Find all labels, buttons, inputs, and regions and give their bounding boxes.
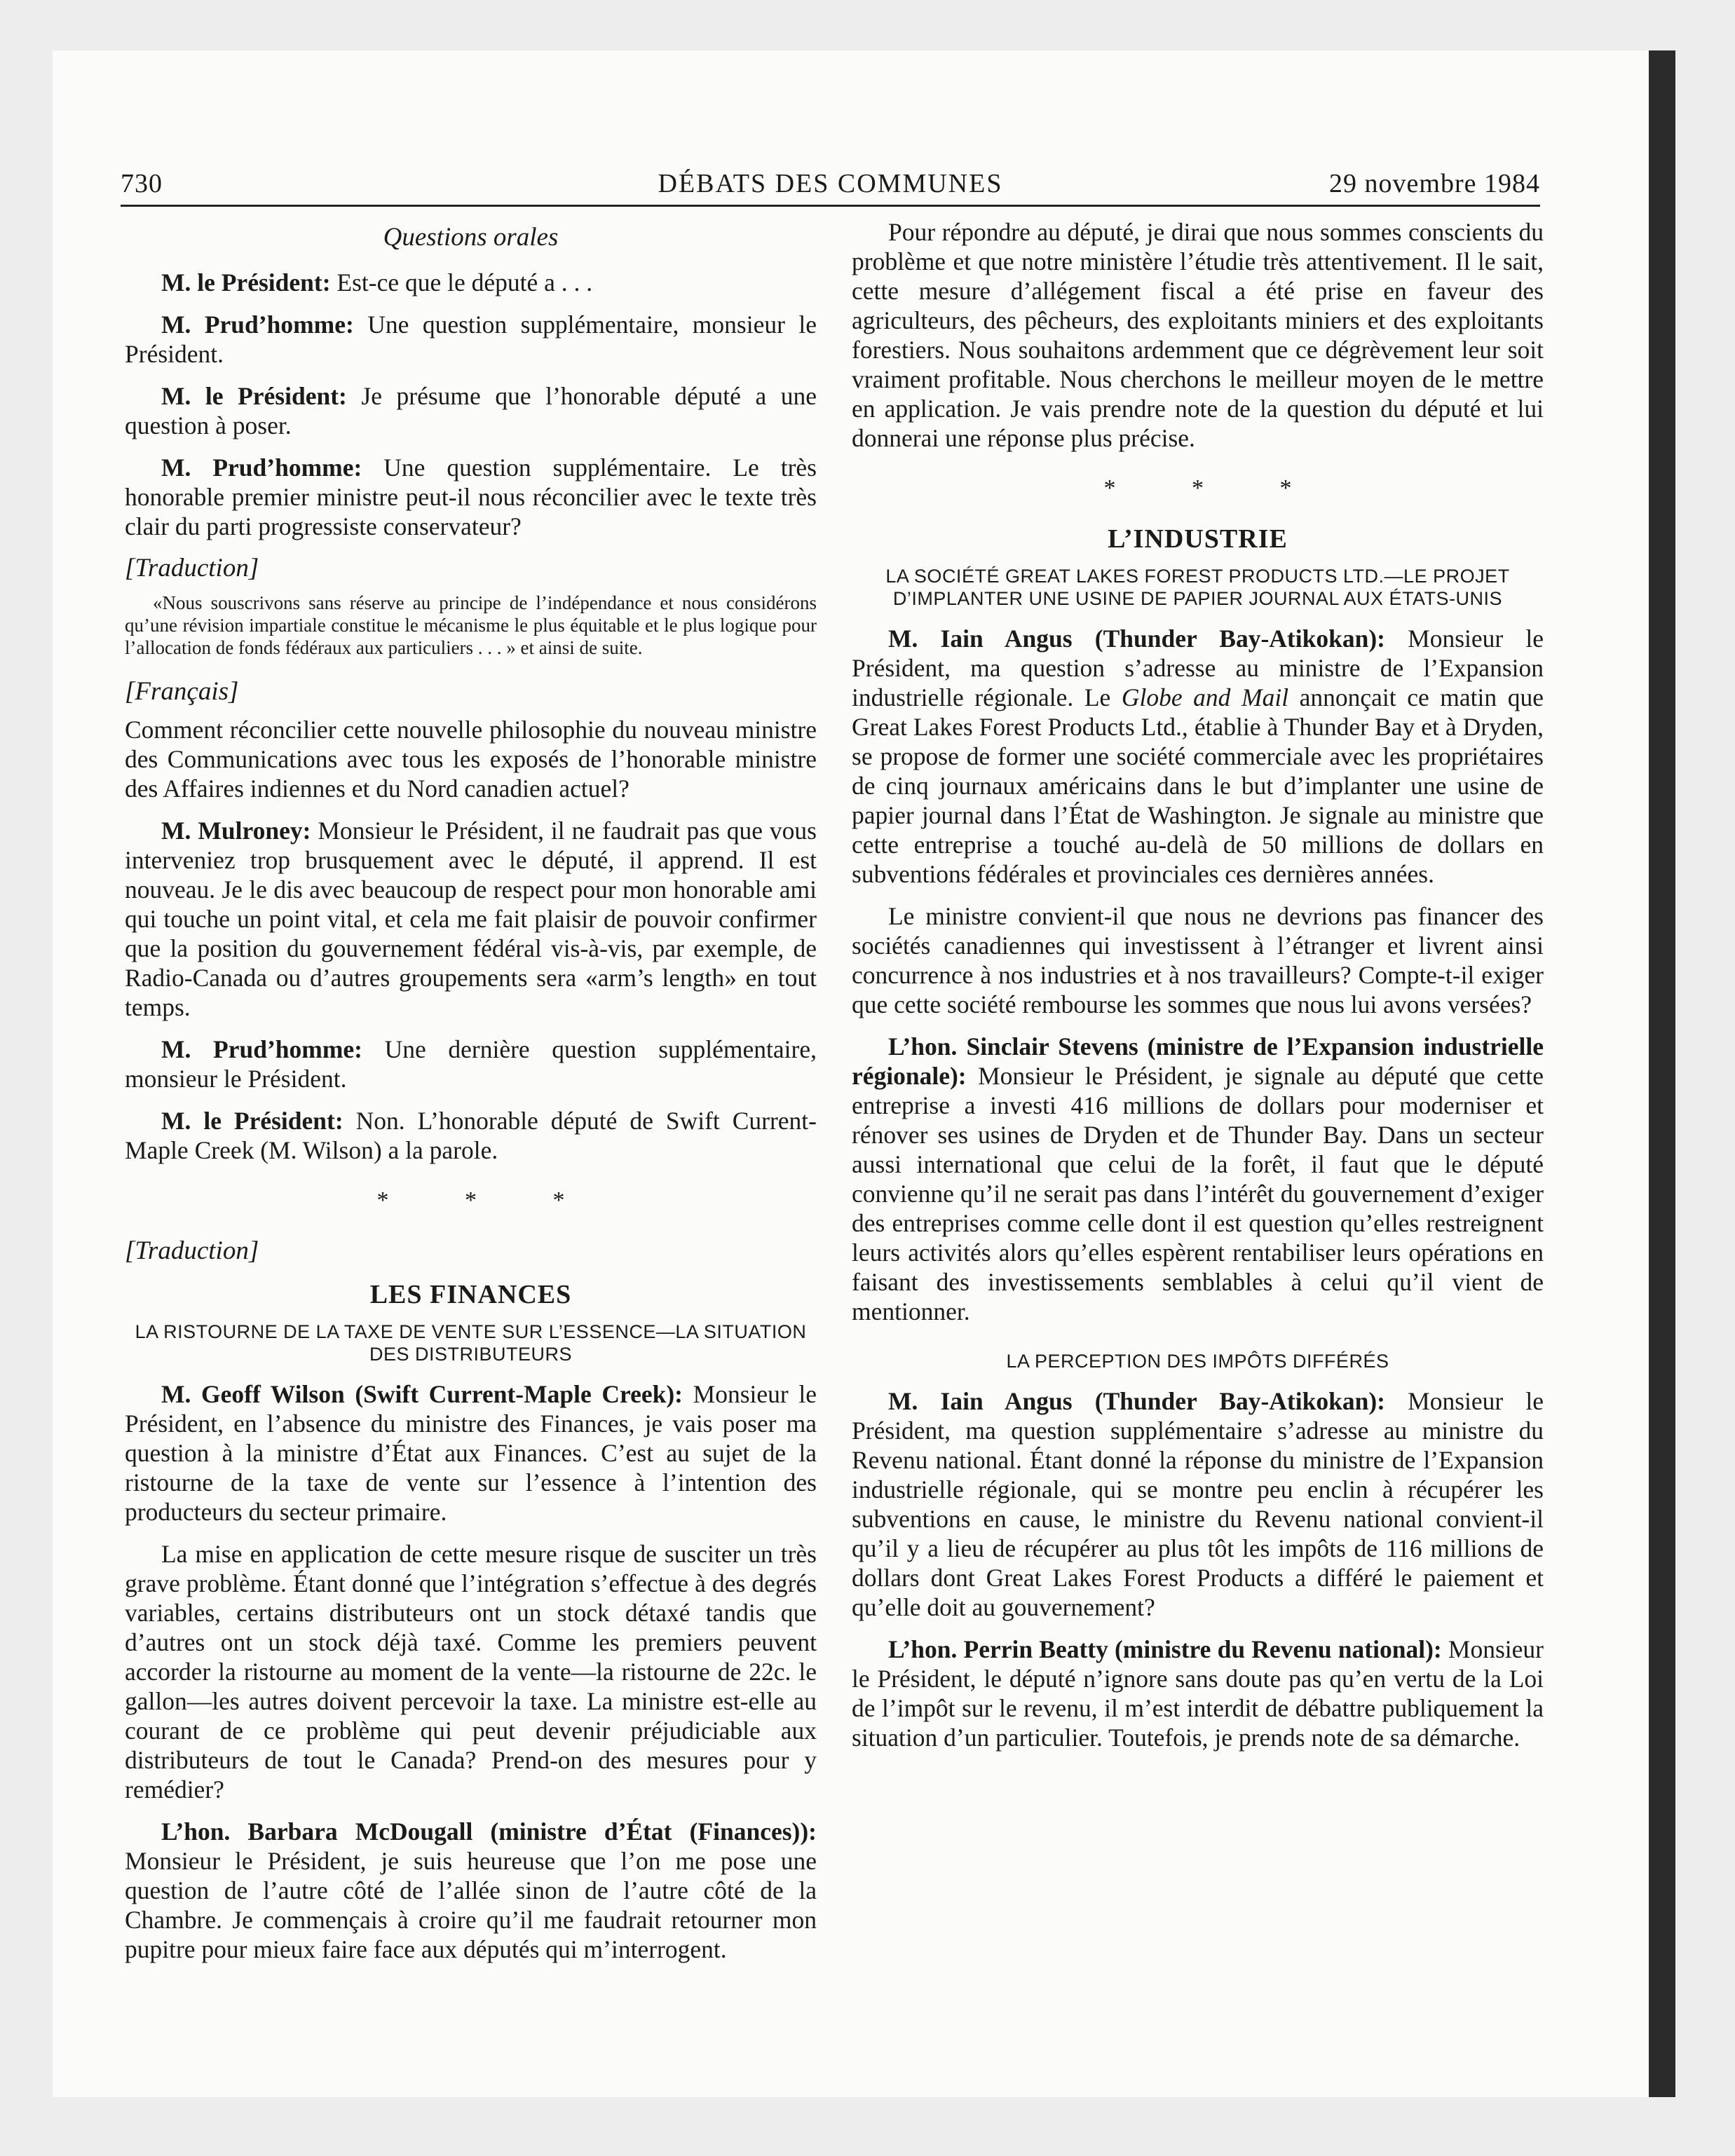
rubric-heading: LES FINANCES	[369, 1280, 572, 1309]
paragraph	[852, 1032, 1544, 1326]
section-title: Questions orales	[383, 223, 559, 252]
speech-text: annonçait ce matin que Great Lakes Forest Products Ltd., établie à Thunder Bay et à Dryden, se propose de former une société commerciale avec les propriétaires de cinq journaux américains dans le but d’implanter une usine de papier journal dans l’État de Washington. Je signale au ministre que cette entreprise a touché au-delà de 50 millions de dollars en subventions fédérales et provinciales ces dernières années.	[852, 683, 1544, 888]
paragraph	[852, 1386, 1544, 1622]
speaker-name: M. Iain Angus (Thunder Bay-Atikokan):	[888, 625, 1385, 653]
speaker-name: L’hon. Barbara McDougall (ministre d’État (Finances)):	[161, 1817, 817, 1845]
paragraph	[125, 1379, 817, 1527]
right-column	[852, 217, 1544, 1765]
paragraph	[125, 1106, 817, 1165]
section-separator: * * *	[1103, 475, 1327, 501]
speech-text: Est-ce que le député a . . .	[330, 268, 593, 296]
paragraph	[125, 1035, 817, 1093]
paragraph	[125, 268, 817, 297]
speaker-name: M. le Président:	[161, 1107, 343, 1135]
section-separator: * * *	[376, 1187, 600, 1213]
paragraph	[125, 816, 817, 1022]
speaker-name: M. Geoff Wilson (Swift Current-Maple Creek):	[161, 1380, 683, 1408]
speaker-name: M. Prud’homme:	[161, 453, 362, 482]
speaker-name: M. Iain Angus (Thunder Bay-Atikokan):	[888, 1387, 1385, 1415]
rubric-heading: L’INDUSTRIE	[1108, 524, 1288, 554]
subheading: LA PERCEPTION DES IMPÔTS DIFFÉRÉS	[1006, 1351, 1389, 1372]
speech-text: Une question supplémentaire, monsieur le Président.	[125, 311, 817, 368]
speech-text: Non. L’honorable député de Swift Current-Maple Creek (M. Wilson) a la parole.	[125, 1107, 817, 1164]
speech-text: Je présume que l’honorable député a une question à poser.	[125, 382, 817, 439]
paragraph: Le ministre convient-il que nous ne devrions pas financer des sociétés canadiennes qui investissent à l’étranger et livrent ainsi concurrence à nos industries et à nos travailleurs? Compte-t-il exiger que cette société rembourse les sommes que nous lui avons versées?	[852, 902, 1544, 1018]
speech-text: Monsieur le Président, ma question s’adresse au ministre de l’Expansion industrielle régionale. Le	[852, 625, 1544, 711]
language-tag: [Traduction]	[125, 554, 259, 582]
speech-text: Monsieur le Président, je signale au député que cette entreprise a investi 416 millions de dollars pour moderniser et rénover ses usines de Dryden et de Thunder Bay. Dans un secteur aussi international que celui de la forêt, il faut que le député convienne qu’il ne serait pas dans l’intérêt du gouvernement d’exiger des entreprises comme celle dont il est question qu’elles restreignent leurs activités alors qu’elles espèrent rentabiliser leurs opérations en faisant des investissements semblables à celui qu’il vient de mentionner.	[852, 1062, 1544, 1325]
paragraph	[125, 310, 817, 369]
paragraph: Comment réconcilier cette nouvelle philosophie du nouveau ministre des Communications avec tous les exposés de l’honorable ministre des Affaires indiennes et du Nord canadien actuel?	[125, 716, 817, 803]
paragraph	[125, 453, 817, 541]
speech-text: Monsieur le Président, le député n’ignore sans doute pas qu’en vertu de la Loi de l’impôt sur le revenu, il m’est interdit de débattre publiquement la situation d’un particulier. Toutefois, je prends note de sa démarche.	[852, 1635, 1544, 1752]
block-quote: «Nous souscrivons sans réserve au principe de l’indépendance et nous considérons qu’une révision impartiale constitue le mécanisme le plus équitable et le plus logique pour l’allocation de fonds fédéraux aux particuliers . . . » et ainsi de suite.	[125, 592, 817, 658]
speech-text: Monsieur le Président, ma question supplémentaire s’adresse au ministre du Revenu national. Étant donné la réponse du ministre de l’Expansion industrielle régionale, qui se montre peu enclin à récupérer les subventions en cause, le ministre du Revenu national convient-il qu’il y a lieu de récupérer au plus tôt les impôts de 116 millions de dollars dont Great Lakes Forest Products a différé le paiement et qu’elle doit au gouvernement?	[852, 1387, 1544, 1621]
page-number: 730	[121, 169, 163, 198]
subheading: LA SOCIÉTÉ GREAT LAKES FOREST PRODUCTS LTD.—LE PROJET D’IMPLANTER UNE USINE DE PAPIER JOURNAL AUX ÉTATS-UNIS	[885, 566, 1510, 609]
paragraph	[852, 1635, 1544, 1752]
speaker-name: L’hon. Perrin Beatty (ministre du Revenu national):	[888, 1635, 1442, 1663]
paragraph	[125, 1817, 817, 1964]
speaker-name: L’hon. Sinclair Stevens (ministre de l’Expansion industrielle régionale):	[852, 1032, 1544, 1090]
speaker-name: M. Mulroney:	[161, 817, 311, 845]
publication-date: 29 novembre 1984	[1329, 169, 1540, 198]
subheading: LA RISTOURNE DE LA TAXE DE VENTE SUR L’ESSENCE—LA SITUATION DES DISTRIBUTEURS	[135, 1321, 807, 1365]
language-tag: [Traduction]	[125, 1236, 259, 1265]
speaker-name: M. le Président:	[161, 382, 347, 410]
language-tag: [Français]	[125, 677, 239, 706]
paragraph	[852, 624, 1544, 889]
page-header	[121, 161, 1540, 207]
speech-text: Monsieur le Président, il ne faudrait pas que vous interveniez trop brusquement avec le député, il apprend. Il est nouveau. Je le dis avec beaucoup de respect pour mon honorable ami qui touche un point vital, et cela me fait plaisir de pouvoir confirmer que la position du gouvernement fédéral vis-à-vis, par exemple, de Radio-Canada ou d’autres groupements sera «arm’s length» en tout temps.	[125, 817, 817, 1021]
paragraph: Pour répondre au député, je dirai que nous sommes conscients du problème et que notre ministère l’étudie très attentivement. Il le sait, cette mesure d’allégement fiscal a été prise en faveur des agriculteurs, des pêcheurs, des exploitants miniers et des exploitants forestiers. Nous souhaitons ardemment que ce dégrèvement leur soit vraiment profitable. Nous cherchons le meilleur moyen de le mettre en application. Je vais prendre note de la question du député et lui donnerai une réponse plus précise.	[852, 218, 1544, 452]
speaker-name: M. Prud’homme:	[161, 1035, 362, 1063]
paragraph	[125, 381, 817, 440]
speech-text: Monsieur le Président, je suis heureuse que l’on me pose une question de l’autre côté de l’allée sinon de l’autre côté de la Chambre. Je commençais à croire qu’il me faudrait retourner mon pupitre pour mieux faire face aux députés qui m’interrogent.	[125, 1847, 817, 1963]
newspaper-title: Globe and Mail	[1121, 683, 1289, 711]
speech-text: Une dernière question supplémentaire, monsieur le Président.	[125, 1035, 817, 1093]
speech-text: Monsieur le Président, en l’absence du ministre des Finances, je vais poser ma question à la ministre d’État aux Finances. C’est au sujet de la ristourne de la taxe de vente sur l’essence à l’intention des producteurs du secteur primaire.	[125, 1380, 817, 1526]
left-column	[125, 217, 817, 1977]
speech-text: Une question supplémentaire. Le très honorable premier ministre peut-il nous réconcilier avec le texte très clair du parti progressiste conservateur?	[125, 453, 817, 540]
publication-title: DÉBATS DES COMMUNES	[658, 169, 1003, 198]
scan-edge-shadow	[1649, 50, 1675, 2097]
paragraph: La mise en application de cette mesure risque de susciter un très grave problème. Étant donné que l’intégration s’effectue à des degrés variables, certains distributeurs ont un stock détaxé tandis que d’autres ont un stock déjà taxé. Comme les premiers peuvent accorder la ristourne au moment de la vente—la ristourne de 22c. le gallon—les autres doivent percevoir la taxe. La ministre est-elle au courant de ce problème qui peut devenir préjudiciable aux distributeurs de tout le Canada? Prend-on des mesures pour y remédier?	[125, 1540, 817, 1803]
speaker-name: M. Prud’homme:	[161, 311, 354, 339]
speaker-name: M. le Président:	[161, 268, 331, 296]
